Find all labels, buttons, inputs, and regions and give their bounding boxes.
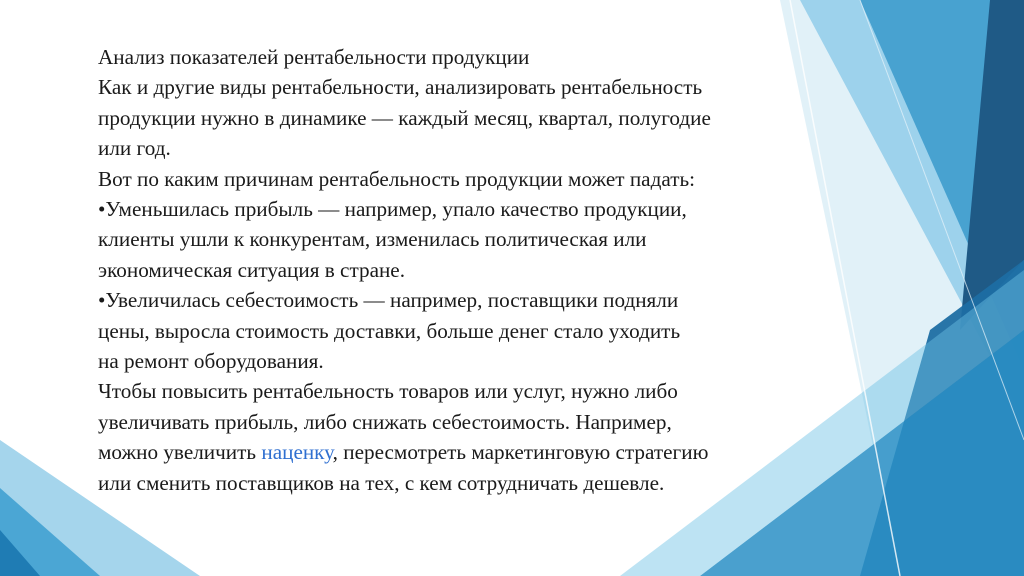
text-line: Чтобы повысить рентабельность товаров или услуг, нужно либо — [98, 379, 678, 404]
text-line: Вот по каким причинам рентабельность продукции может падать: — [98, 166, 696, 191]
markup-link[interactable]: наценку — [261, 440, 333, 465]
text-segment: , пересмотреть маркетинговую стратегию — [332, 440, 709, 465]
text-line: на ремонт оборудования. — [98, 349, 324, 374]
bullet-item: •Увеличилась себестоимость — например, поставщики подняли — [98, 288, 679, 313]
text-line: цены, выросла стоимость доставки, больше денег стало уходить — [98, 318, 681, 343]
text-line: или сменить поставщиков на тех, с кем сотрудничать дешевле. — [98, 470, 665, 495]
text-line: экономическая ситуация в стране. — [98, 257, 406, 282]
text-line-with-link — [98, 437, 858, 467]
text-line: продукции нужно в динамике — каждый месяц, квартал, полугодие — [98, 105, 711, 130]
text-line: или год. — [98, 136, 171, 161]
bullet-item: •Уменьшилась прибыль — например, упало качество продукции, — [98, 197, 687, 222]
slide-title: Анализ показателей рентабельности продукции — [98, 45, 530, 69]
text-line: клиенты ушли к конкурентам, изменилась политическая или — [98, 227, 647, 252]
text-line: увеличивать прибыль, либо снижать себестоимость. Например, — [98, 409, 672, 434]
slide-text-body — [98, 42, 858, 498]
text-segment: можно увеличить — [98, 440, 262, 465]
text-line: Как и другие виды рентабельности, анализировать рентабельность — [98, 75, 703, 100]
